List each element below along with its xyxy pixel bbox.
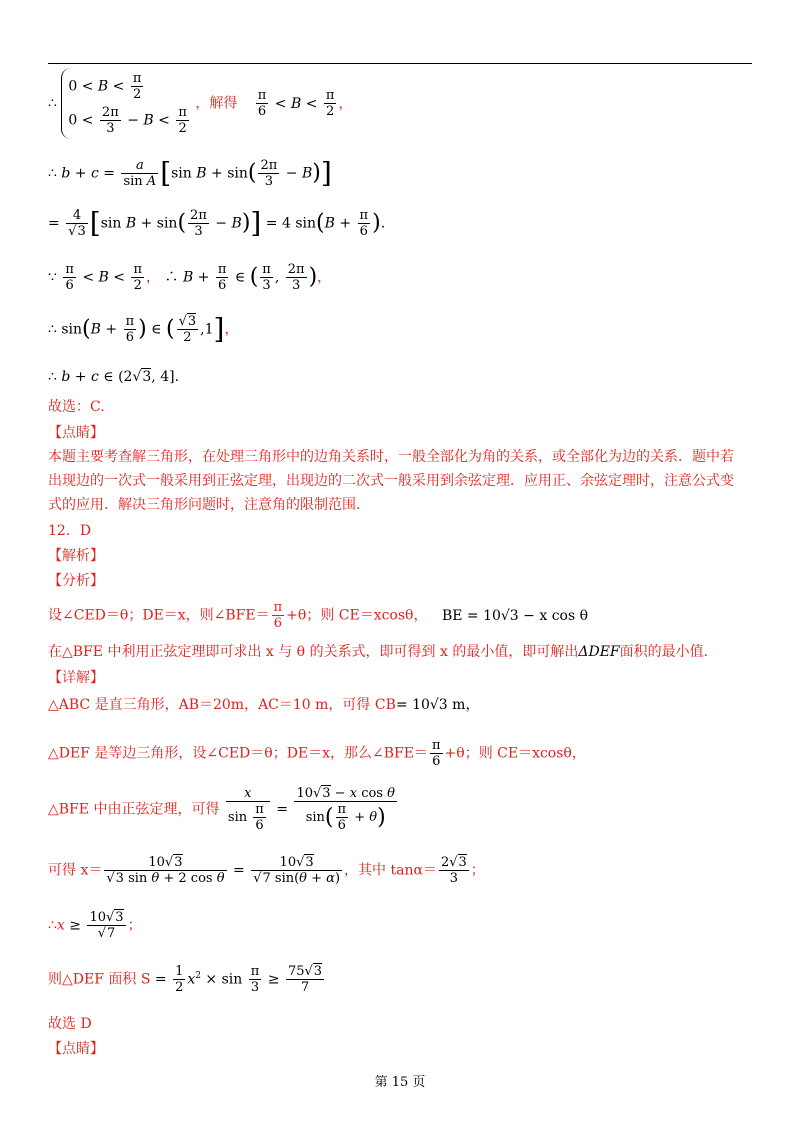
xiangjie-line-1: △ABC 是直三角形，AB＝20m，AC＝10 m，可得 CB= 10√3 m，: [48, 697, 480, 713]
system-line: ∴ 0 < B < $\frac{\pi}{2}$ 0 < $\frac{2\pi}{3}$ − B < $\frac{\pi}{2}$ ，解得 $\frac{\pi}{6}$ < B < $\frac{\pi}{2}$ ，: [48, 68, 352, 139]
solve-text: ，解得: [195, 95, 238, 112]
b-range: $\frac{\pi}{6}$ < B < $\frac{\pi}{2}$ ，: [257, 88, 353, 119]
xiangjie-heading: 【详解】: [48, 670, 104, 686]
simplified-line: = $\frac{4}{√3}$ [sin B + sin( $\frac{2\pi}{3}$ − B)] = 4 sin(B + $\frac{\pi}{6}$ ).: [48, 206, 386, 240]
answer-d: 故选 D: [48, 1016, 92, 1032]
xiangjie-line-2: △DEF 是等边三角形，设∠CED＝θ；DE＝x，那么∠BFE＝ $\frac{\pi}{6}$ +θ；则 CE＝xcosθ，: [48, 738, 586, 769]
dianjing-paragraph-2: 出现边的一次式一般采用到正弦定理，出现边的二次式一般采用到余弦定理．应用正、余弦定理时，注意公式变: [48, 473, 734, 489]
answer-c: 故选：C.: [48, 399, 105, 415]
bc-range-line: ∴ b + c ∈ (2√3, 4].: [48, 369, 180, 385]
fenxi-line-2: 在△BFE 中利用正弦定理即可求出 x 与 θ 的关系式，即可得到 x 的最小值，即可解出ΔDEF面积的最小值.: [48, 644, 709, 660]
dianjing-heading: 【点睛】: [48, 425, 104, 441]
header-rule: [48, 63, 752, 64]
fenxi-line-1: 设∠CED＝θ；DE＝x，则∠BFE＝ $\frac{\pi}{6}$ +θ；则 CE＝xcosθ， BE = 10√3 − x cos θ: [48, 600, 589, 631]
fenxi-heading: 【分析】: [48, 573, 104, 589]
xiangjie-line-6: 则△DEF 面积 S = $\frac{1}{2}$ $x^2 \times \sin$ $\frac{\pi}{3}$ ≥ $\frac{75√3}{7}$: [48, 964, 323, 995]
inequality-system: 0 < B < $\frac{\pi}{2}$ 0 < $\frac{2\pi}{3}$ − B < $\frac{\pi}{2}$: [61, 68, 191, 139]
question-12-label: 12．D: [48, 523, 92, 539]
jiexi-heading: 【解析】: [48, 548, 104, 564]
dianjing-paragraph-3: 式的应用．解决三角形问题时，注意角的限制范围.: [48, 497, 361, 513]
xiangjie-line-4: 可得 x＝ $\frac{10√3}{\text{√3 sin θ + 2 cos θ}}$ = $\frac{10√3}{√7 \sin(\theta + \alpha)}$ ，其中 tanα＝ $\frac{2√3}{3}$ ；: [48, 855, 485, 886]
sin-range-line: ∴ sin(B + $\frac{\pi}{6}$ ) ∈ ( $\frac{√3}{2}$ ,1]，: [48, 312, 239, 346]
xiangjie-line-3: △BFE 中由正弦定理，可得 x sin $\frac{\pi}{6}$ = 10√3 − x cos θ sin( $\frac{\pi}{6}$ + θ): [48, 786, 395, 833]
bc-expression-line: ∴ b + c = $\frac{a}{\text{sin A}}$ [sin B + sin( $\frac{2\pi}{3}$ − B)]: [48, 156, 332, 190]
range-line: ∵ $\frac{\pi}{6}$ < B < $\frac{\pi}{2}$ ， ∴ B + $\frac{\pi}{6}$ ∈ ( $\frac{\pi}{3}$ , $\frac{2\pi}{3}$ )，: [48, 262, 332, 293]
dianjing-heading-2: 【点睛】: [48, 1041, 104, 1057]
page-number: 第 15 页: [374, 1075, 426, 1090]
xiangjie-line-5: ∴x ≥ $\frac{10√3}{√7}$ ；: [48, 910, 142, 941]
dianjing-paragraph-1: 本题主要考查解三角形，在处理三角形中的边角关系时，一般全部化为角的关系，或全部化为边的关系．题中若: [48, 449, 734, 465]
